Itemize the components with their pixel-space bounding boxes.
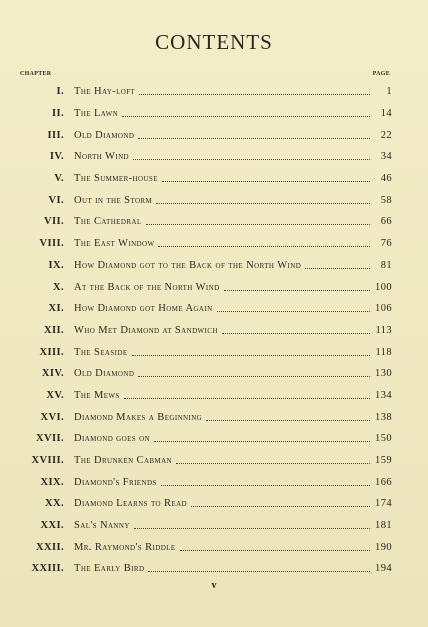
page-number: 113 (375, 324, 392, 336)
chapter-number: XVI. (40, 411, 64, 423)
page-number: 100 (375, 281, 392, 293)
page-number: 1 (386, 86, 392, 98)
chapter-title: Who Met Diamond at Sandwich (74, 324, 218, 336)
page-number: 138 (375, 411, 392, 423)
chapter-number: IV. (49, 151, 64, 163)
chapter-title: The Cathedral (74, 216, 142, 228)
dot-leader (222, 333, 370, 334)
dot-leader (146, 224, 370, 225)
dot-leader (139, 94, 370, 95)
dot-leader (162, 181, 370, 182)
toc-entry (20, 515, 392, 537)
chapter-title: The Mews (74, 389, 120, 401)
chapter-title: The Hay-loft (74, 86, 136, 98)
dot-leader (138, 138, 370, 139)
chapter-number: VIII. (39, 238, 64, 250)
dot-leader (122, 116, 370, 117)
dot-leader (161, 485, 370, 486)
page-number: 130 (375, 368, 392, 380)
toc-entry (20, 341, 392, 363)
chapter-number: VII. (44, 216, 64, 228)
chapter-title: Out in the Storm (74, 194, 153, 206)
page-title: CONTENTS (155, 30, 273, 54)
chapter-title: The Lawn (74, 108, 119, 120)
chapter-number: II. (52, 108, 64, 120)
chapter-title: Diamond Learns to Read (74, 498, 187, 510)
chapter-title: How Diamond got Home Again (74, 303, 213, 315)
page-column-label: PAGE (372, 71, 390, 77)
toc-entry (20, 298, 392, 320)
dot-leader (158, 246, 370, 247)
dot-leader (217, 311, 370, 312)
page-number: 46 (380, 173, 392, 185)
chapter-title: North Wind (74, 151, 130, 163)
chapter-number: III. (47, 129, 64, 141)
toc-entry (20, 146, 392, 168)
chapter-title: The Early Bird (74, 563, 145, 575)
dot-leader (206, 420, 370, 421)
chapter-title: Mr. Raymond's Riddle (74, 541, 176, 553)
chapter-number: XIII. (39, 346, 64, 358)
toc-entry (20, 320, 392, 342)
table-of-contents (20, 81, 392, 580)
page-folio: v (211, 580, 217, 591)
page-number: 150 (375, 433, 392, 445)
dot-leader (132, 355, 371, 356)
chapter-number: XI. (48, 303, 64, 315)
page-number: 106 (375, 303, 392, 315)
page-number: 134 (375, 389, 392, 401)
toc-entry (20, 103, 392, 125)
toc-entry (20, 363, 392, 385)
page-number: 22 (380, 129, 392, 141)
dot-leader (148, 571, 370, 572)
toc-entry (20, 428, 392, 450)
dot-leader (224, 290, 370, 291)
page-number: 159 (375, 455, 392, 467)
chapter-number: IX. (48, 259, 64, 271)
chapter-title: Old Diamond (74, 129, 135, 141)
page-number: 58 (380, 194, 392, 206)
dot-leader (138, 376, 370, 377)
chapter-number: V. (54, 173, 64, 185)
page-number: 66 (380, 216, 392, 228)
chapter-title: Sal's Nanny (74, 520, 130, 532)
toc-entry (20, 189, 392, 211)
chapter-title: At the Back of the North Wind (74, 281, 220, 293)
toc-entry (20, 233, 392, 255)
dot-leader (154, 441, 370, 442)
page-number: 34 (380, 151, 392, 163)
chapter-number: VI. (48, 194, 64, 206)
page-number: 181 (375, 520, 392, 532)
chapter-title: Diamond's Friends (74, 476, 157, 488)
chapter-title: Diamond goes on (74, 433, 150, 445)
chapter-number: XIV. (41, 368, 64, 380)
chapter-title: Diamond Makes a Beginning (74, 411, 203, 423)
toc-entry (20, 124, 392, 146)
dot-leader (180, 550, 370, 551)
dot-leader (133, 159, 370, 160)
toc-entry (20, 255, 392, 277)
dot-leader (191, 506, 370, 507)
page-number: 14 (380, 108, 392, 120)
chapter-number: XXIII. (31, 563, 64, 575)
chapter-number: X. (52, 281, 64, 293)
chapter-number: I. (56, 86, 64, 98)
toc-entry (20, 385, 392, 407)
chapter-column-label: CHAPTER (20, 71, 52, 77)
toc-entry (20, 450, 392, 472)
chapter-title: How Diamond got to the Back of the North Wind (74, 259, 302, 271)
dot-leader (156, 203, 370, 204)
dot-leader (134, 528, 370, 529)
page-number: 118 (375, 346, 392, 358)
chapter-title: The East Window (74, 238, 155, 250)
toc-entry (20, 81, 392, 103)
toc-entry (20, 276, 392, 298)
chapter-number: XIX. (40, 476, 64, 488)
dot-leader (176, 463, 370, 464)
chapter-title: The Seaside (74, 346, 128, 358)
chapter-number: XV. (46, 389, 64, 401)
dot-leader (305, 268, 370, 269)
chapter-number: XII. (44, 324, 64, 336)
page-number: 190 (375, 541, 392, 553)
chapter-number: XVII. (36, 433, 64, 445)
toc-entry (20, 406, 392, 428)
toc-entry (20, 168, 392, 190)
chapter-title: The Summer-house (74, 173, 158, 185)
toc-entry (20, 536, 392, 558)
page-number: 174 (375, 498, 392, 510)
toc-entry (20, 493, 392, 515)
page-number: 81 (380, 259, 392, 271)
chapter-title: The Drunken Cabman (74, 455, 173, 467)
toc-entry (20, 211, 392, 233)
chapter-number: XVIII. (31, 455, 64, 467)
chapter-number: XXI. (40, 520, 64, 532)
page-number: 166 (375, 476, 392, 488)
toc-entry (20, 471, 392, 493)
column-headers (20, 71, 390, 81)
chapter-title: Old Diamond (74, 368, 135, 380)
page-number: 194 (375, 563, 392, 575)
dot-leader (124, 398, 370, 399)
chapter-number: XXII. (36, 541, 64, 553)
chapter-number: XX. (45, 498, 64, 510)
toc-entry (20, 558, 392, 580)
page-number: 76 (380, 238, 392, 250)
